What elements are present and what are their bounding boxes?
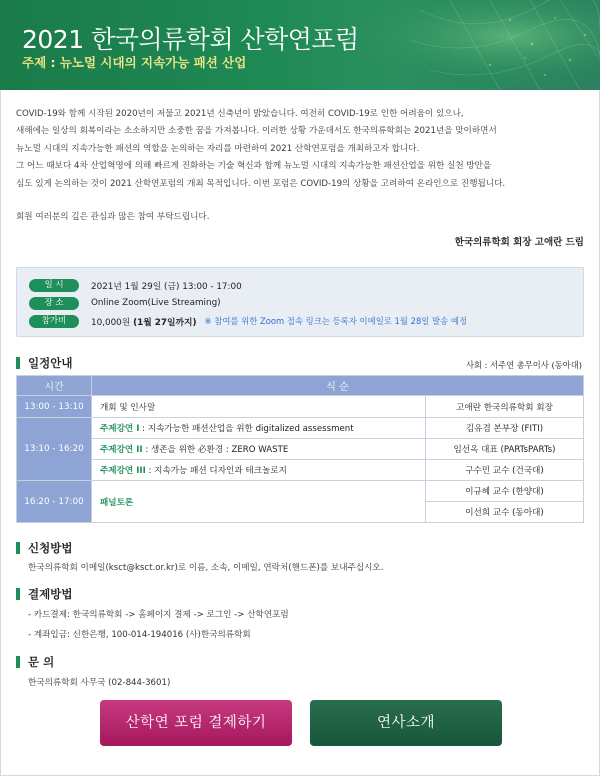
row-speaker: 구수민 교수 (건국대) — [426, 460, 584, 481]
lecture-title: : 지속가능한 패션산업을 위한 digitalized assessment — [139, 424, 354, 434]
row-speaker: 김유겸 본부장 (FITI) — [426, 418, 584, 439]
moderator-text: 사회 : 서주연 총무이사 (동아대) — [466, 360, 582, 370]
row-time: 13:00 - 13:10 — [17, 396, 92, 418]
speaker-intro-button[interactable]: 연사소개 — [310, 700, 502, 746]
section-bar — [16, 656, 20, 668]
lecture-title: : 지속가능 패션 디자인과 테크놀로지 — [145, 466, 287, 476]
schedule-heading — [16, 355, 72, 371]
header-banner — [0, 0, 600, 90]
place-value: Online Zoom(Live Streaming) — [91, 298, 221, 308]
apply-heading-label: 신청방법 — [28, 541, 73, 555]
lecture-title: : 생존을 위한 必환경 : ZERO WASTE — [142, 445, 289, 455]
table-row — [17, 418, 584, 439]
table-row — [17, 396, 584, 418]
intro-closing: 회원 여러분의 깊은 관심과 많은 참여 부탁드립니다. — [16, 212, 210, 222]
row-program — [92, 418, 426, 439]
payment-line-bank: - 계좌입금: 신한은행, 100-014-194016 (사)한국의류학회 — [28, 630, 251, 640]
panel-discussion: 패널토론 — [100, 497, 134, 508]
row-program: 개회 및 인사말 — [92, 396, 426, 418]
payment-heading-label: 결제방법 — [28, 587, 73, 601]
apply-heading — [16, 540, 72, 556]
schedule-heading-label: 일정안내 — [28, 356, 73, 370]
row-program — [92, 481, 426, 523]
intro-line: 심도 있게 논의하는 것이 2021 산학연포럼의 개최 목적입니다. 이번 포럼은 COVID-19의 상황을 고려하여 온라인으로 진행됩니다. — [16, 178, 506, 189]
fee-note: ※ 참여를 위한 Zoom 접속 링크는 등록자 이메일로 1월 28일 발송 예정 — [204, 316, 468, 326]
lecture-keyword: 주제강연 I — [100, 424, 140, 434]
table-row — [17, 460, 584, 481]
fee-deadline: (1월 27일까지) — [133, 317, 197, 328]
contact-heading-label: 문 의 — [28, 655, 55, 669]
page-title: 2021 한국의류학회 산학연포럼 — [22, 25, 359, 54]
fee-badge: 참가비 — [29, 315, 79, 328]
lecture-keyword: 주제강연 III — [100, 466, 146, 476]
event-info-box — [16, 267, 584, 337]
signature: 한국의류학회 회장 고애란 드림 — [454, 237, 584, 248]
page-subtitle: 주제 : 뉴노멀 시대의 지속가능 패션 산업 — [22, 55, 247, 70]
section-bar — [16, 357, 20, 369]
section-bar — [16, 542, 20, 554]
date-badge: 일 시 — [29, 279, 79, 292]
fee-amount: 10,000원 — [91, 317, 131, 328]
col-time-header: 시간 — [17, 376, 92, 396]
intro-text — [16, 106, 586, 193]
payment-line-card: - 카드결제: 한국의류학회 -> 홈페이지 결제 -> 로그인 -> 산학연포럼 — [28, 610, 289, 620]
info-date-row — [29, 278, 242, 292]
info-fee-row — [29, 314, 467, 328]
payment-heading — [16, 586, 72, 602]
row-speaker: 이선희 교수 (동아대) — [426, 502, 584, 523]
row-speaker: 이규혜 교수 (한양대) — [426, 481, 584, 502]
row-time: 13:10 - 16:20 — [17, 418, 92, 481]
row-time: 16:20 - 17:00 — [17, 481, 92, 523]
date-value: 2021년 1월 29일 (금) 13:00 - 17:00 — [91, 281, 242, 292]
intro-line: 새해에는 일상의 회복이라는 소소하지만 소중한 꿈을 가져봅니다. 이러한 상황 가운데서도 한국의류학회는 2021년을 맞이하면서 — [16, 126, 497, 137]
table-row — [17, 439, 584, 460]
apply-text: 한국의류학회 이메일(ksct@ksct.or.kr)로 이름, 소속, 이메일, 연락처(핸드폰)를 보내주십시오. — [28, 563, 384, 573]
section-bar — [16, 588, 20, 600]
forum-payment-button[interactable]: 산학연 포럼 결제하기 — [100, 700, 292, 746]
info-place-row — [29, 296, 221, 310]
table-header-row — [17, 376, 584, 396]
contact-heading — [16, 654, 54, 670]
row-speaker: 고애란 한국의류학회 회장 — [426, 396, 584, 418]
intro-line: 그 어느 때보다 4차 산업혁명에 의해 빠르게 진화하는 기술 혁신과 함께 뉴노멀 시대의 지속가능한 패션산업을 위한 실천 방안을 — [16, 161, 492, 172]
schedule-table — [16, 375, 584, 523]
fee-value — [91, 315, 197, 328]
col-program-header: 식 순 — [92, 376, 584, 396]
lecture-keyword: 주제강연 II — [100, 445, 143, 455]
row-program — [92, 439, 426, 460]
table-row — [17, 481, 584, 502]
place-badge: 장 소 — [29, 297, 79, 310]
intro-line: COVID-19와 함께 시작된 2020년이 저물고 2021년 신축년이 밝았습니다. 여전히 COVID-19로 인한 어려움이 있으나, — [16, 109, 464, 119]
row-program — [92, 460, 426, 481]
intro-line: 뉴노멀 시대의 지속가능한 패션의 역할을 논의하는 자리를 마련하여 2021 산학연포럼을 개최하고자 합니다. — [16, 143, 420, 154]
contact-text: 한국의류학회 사무국 (02-844-3601) — [28, 678, 171, 688]
row-speaker: 임선옥 대표 (PARTsPARTs) — [426, 439, 584, 460]
